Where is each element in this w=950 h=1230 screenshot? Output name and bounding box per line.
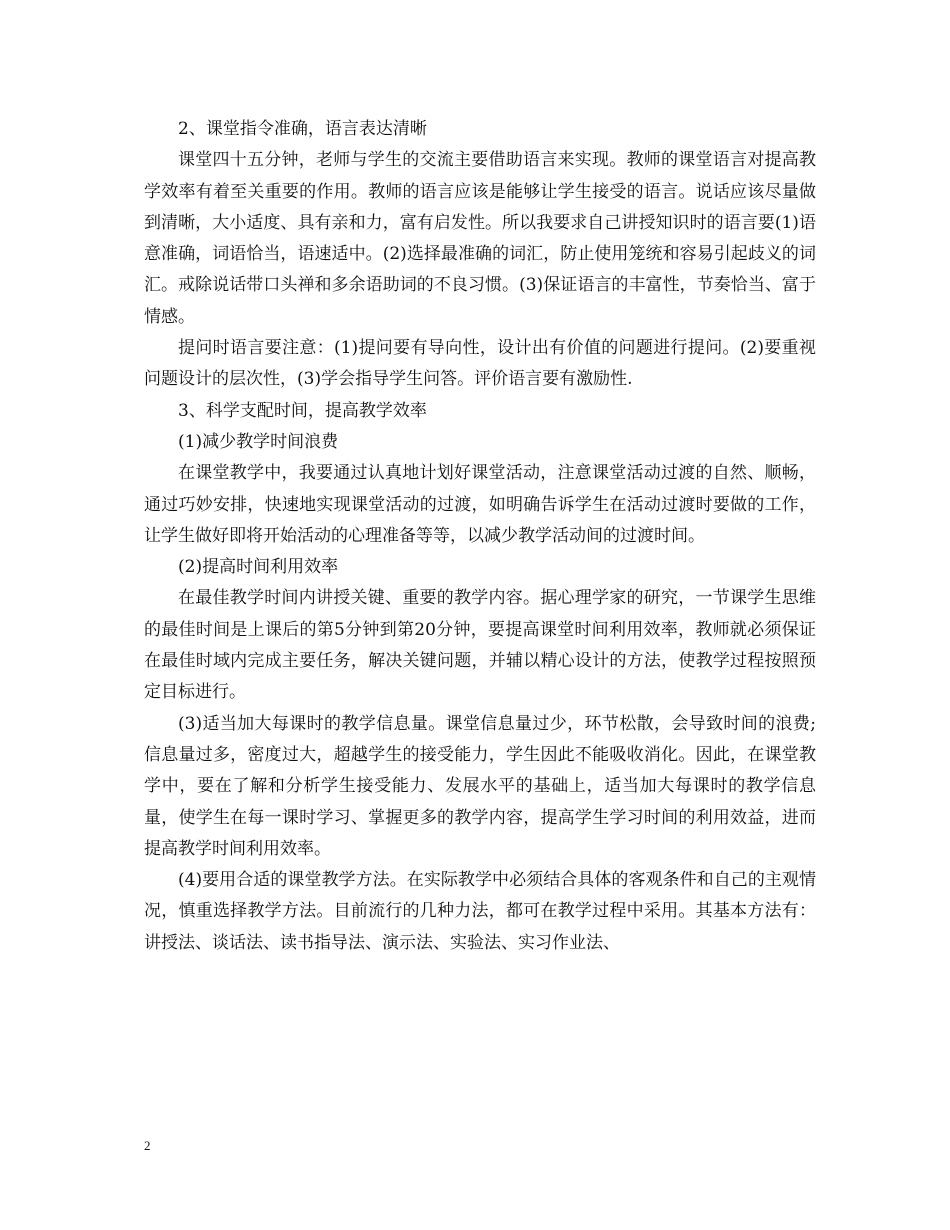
page-number: 2 bbox=[144, 1138, 151, 1153]
subheading-reduce-waste: (1)减少教学时间浪费 bbox=[178, 431, 339, 452]
paragraph-questioning: 提问时语言要注意：(1)提问要有导向性，设计出有价值的问题进行提问。(2)要重视问题设计的层次性，(3)学会指导学生问答。评价语言要有激励性. bbox=[144, 338, 816, 390]
paragraph-reduce-waste: 在课堂教学中，我要通过认真地计划好课堂活动，注意课堂活动过渡的自然、顺畅，通过巧妙安排，快速地实现课堂活动的过渡，如明确告诉学生在活动过渡时要做的工作，让学生做好即将开始活动的心理准备等等，以减少教学活动间的过渡时间。 bbox=[144, 463, 816, 546]
paragraph-teaching-methods: (4)要用合适的课堂教学方法。在实际教学中必须结合具体的客观条件和自己的主观情况，慎重选择教学方法。目前流行的几种力法，都可在教学过程中采用。其基本方法有：讲授法、谈话法、读书指导法、演示法、实验法、实习作业法、 bbox=[144, 870, 816, 953]
subheading-time-efficiency: (2)提高时间利用效率 bbox=[178, 557, 339, 578]
section-heading-3: 3、科学支配时间，提高教学效率 bbox=[178, 400, 427, 421]
paragraph-information-volume: (3)适当加大每课时的教学信息量。课堂信息量过少，环节松散，会导致时间的浪费;信息量过多，密度过大，超越学生的接受能力，学生因此不能吸收消化。因此，在课堂教学中，要在了解和分析学生接受能力、发展水平的基础上，适当加大每课时的教学信息量，使学生在每一课时学习、掌握更多的教学内容，提高学生学习时间的利用效益，进而提高教学时间利用效率。 bbox=[144, 713, 816, 859]
section-heading-2: 2、课堂指令准确，语言表达清晰 bbox=[178, 119, 427, 139]
page-body bbox=[144, 114, 816, 959]
paragraph-classroom-language: 课堂四十五分钟，老师与学生的交流主要借助语言来实现。教师的课堂语言对提高教学效率有着至关重要的作用。教师的语言应该是能够让学生接受的语言。说话应该尽量做到清晰，大小适度、具有亲和力，富有启发性。所以我要求自己讲授知识时的语言要(1)语意准确，词语恰当，语速适中。(2)选择最准确的词汇，防止使用笼统和容易引起歧义的词汇。戒除说话带口头禅和多余语助词的不良习惯。(3)保证语言的丰富性，节奏恰当、富于情感。 bbox=[144, 150, 816, 327]
paragraph-time-efficiency: 在最佳教学时间内讲授关键、重要的教学内容。据心理学家的研究，一节课学生思维的最佳时间是上课后的第5分钟到第20分钟，要提高课堂时间利用效率，教师就必须保证在最佳时域内完成主要任务，解决关键问题，并辅以精心设计的方法，使教学过程按照预定目标进行。 bbox=[144, 588, 816, 703]
